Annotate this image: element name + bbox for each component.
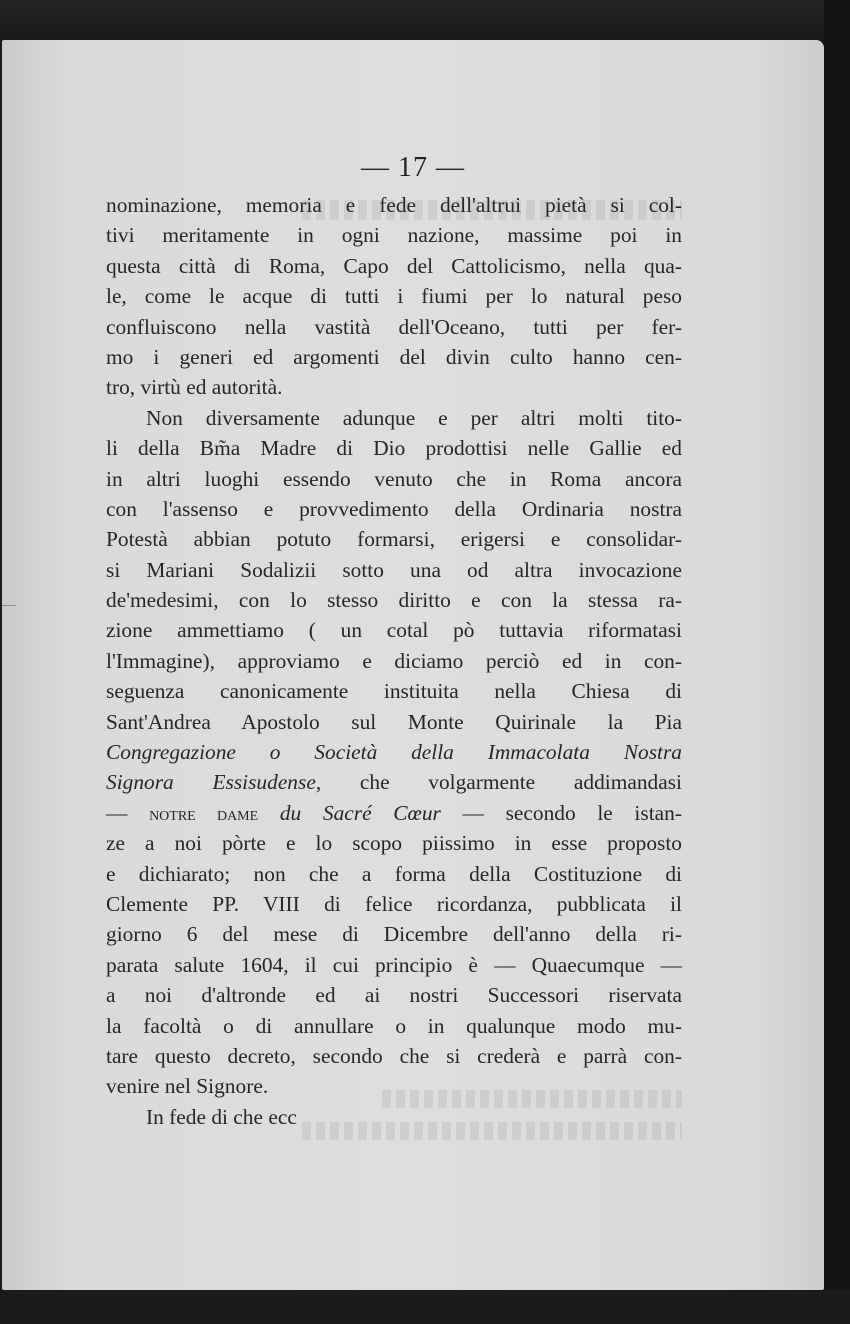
text-line: l'Immagine), approviamo e diciamo perciò ed in con- xyxy=(106,648,682,673)
text-line xyxy=(106,737,682,767)
text-line: nominazione, memoria e fede dell'altrui pietà si col- xyxy=(106,193,682,217)
text-line: li della Bm̃a Madre di Dio prodottisi nelle Gallie ed xyxy=(106,436,682,461)
text-line: e dichiarato; non che a forma della Costituzione di xyxy=(106,861,682,886)
text-line: venire nel Signore. xyxy=(106,1074,269,1099)
text-line xyxy=(106,798,682,828)
text-line: a noi d'altronde ed ai nostri Successori riservata xyxy=(106,983,682,1008)
small-caps-text: notre dame xyxy=(149,802,259,825)
text-line: giorno 6 del mese di Dicembre dell'anno della ri- xyxy=(106,922,682,947)
inline-text xyxy=(258,801,280,825)
text-line: tare questo decreto, secondo che si crederà e parrà con- xyxy=(106,1043,682,1068)
text-line: le, come le acque di tutti i fiumi per lo natural peso xyxy=(106,284,682,309)
text-line: tro, virtù ed autorità. xyxy=(106,375,283,400)
text-line: mo i generi ed argomenti del divin culto hanno cen- xyxy=(106,344,682,369)
text-line xyxy=(106,767,682,797)
text-line: seguenza canonicamente instituita nella Chiesa di xyxy=(106,679,682,704)
text-line: con l'assenso e provvedimento della Ordinaria nostra xyxy=(106,496,682,521)
text-line: tivi meritamente in ogni nazione, massime poi in xyxy=(106,223,682,248)
text-line: si Mariani Sodalizii sotto una od altra invocazione xyxy=(106,557,682,582)
text-line: In fede di che ecc xyxy=(146,1104,297,1129)
body-text xyxy=(106,190,682,1132)
paragraph-2 xyxy=(106,403,682,1102)
text-line: ze a noi pòrte e lo scopo piissimo in esse proposto xyxy=(106,831,682,856)
text-line: Clemente PP. VIII di felice ricordanza, pubblicata il xyxy=(106,891,682,916)
scan-border-right xyxy=(824,0,850,1324)
text-line: Potestà abbian potuto formarsi, erigersi e consolidar- xyxy=(106,527,682,552)
book-page xyxy=(2,40,824,1290)
inline-text: — secondo le istan- xyxy=(440,800,682,825)
text-line: zione ammettiamo ( un cotal pò tuttavia riformatasi xyxy=(106,618,682,643)
page-number: — 17 — xyxy=(361,152,465,183)
text-line: de'medesimi, con lo stesso diritto e con la stessa ra- xyxy=(106,588,682,613)
margin-mark xyxy=(2,605,16,606)
text-line: questa città di Roma, Capo del Cattolicismo, nella qua- xyxy=(106,253,682,278)
paragraph-1 xyxy=(106,190,682,403)
text-line: confluiscono nella vastità dell'Oceano, tutti per fer- xyxy=(106,314,682,339)
inline-text: — xyxy=(106,800,150,825)
inline-text: che volgarmente addimandasi xyxy=(321,770,682,795)
italic-text: Signora Essisudense, xyxy=(106,770,322,795)
italic-text: du Sacré Cœur xyxy=(279,800,441,825)
text-line: la facoltà o di annullare o in qualunque modo mu- xyxy=(106,1013,682,1038)
scan-border-top xyxy=(0,0,850,44)
scan-border-bottom xyxy=(0,1290,850,1324)
text-line: parata salute 1604, il cui principio è — Quaecumque — xyxy=(106,952,682,977)
text-line: in altri luoghi essendo venuto che in Roma ancora xyxy=(106,466,682,491)
text-line: Non diversamente adunque e per altri molti tito- xyxy=(146,405,682,430)
italic-text: Congregazione o Società della Immacolata Nostra xyxy=(106,740,682,765)
text-line: Sant'Andrea Apostolo sul Monte Quirinale la Pia xyxy=(106,709,682,734)
paragraph-3 xyxy=(106,1102,682,1132)
